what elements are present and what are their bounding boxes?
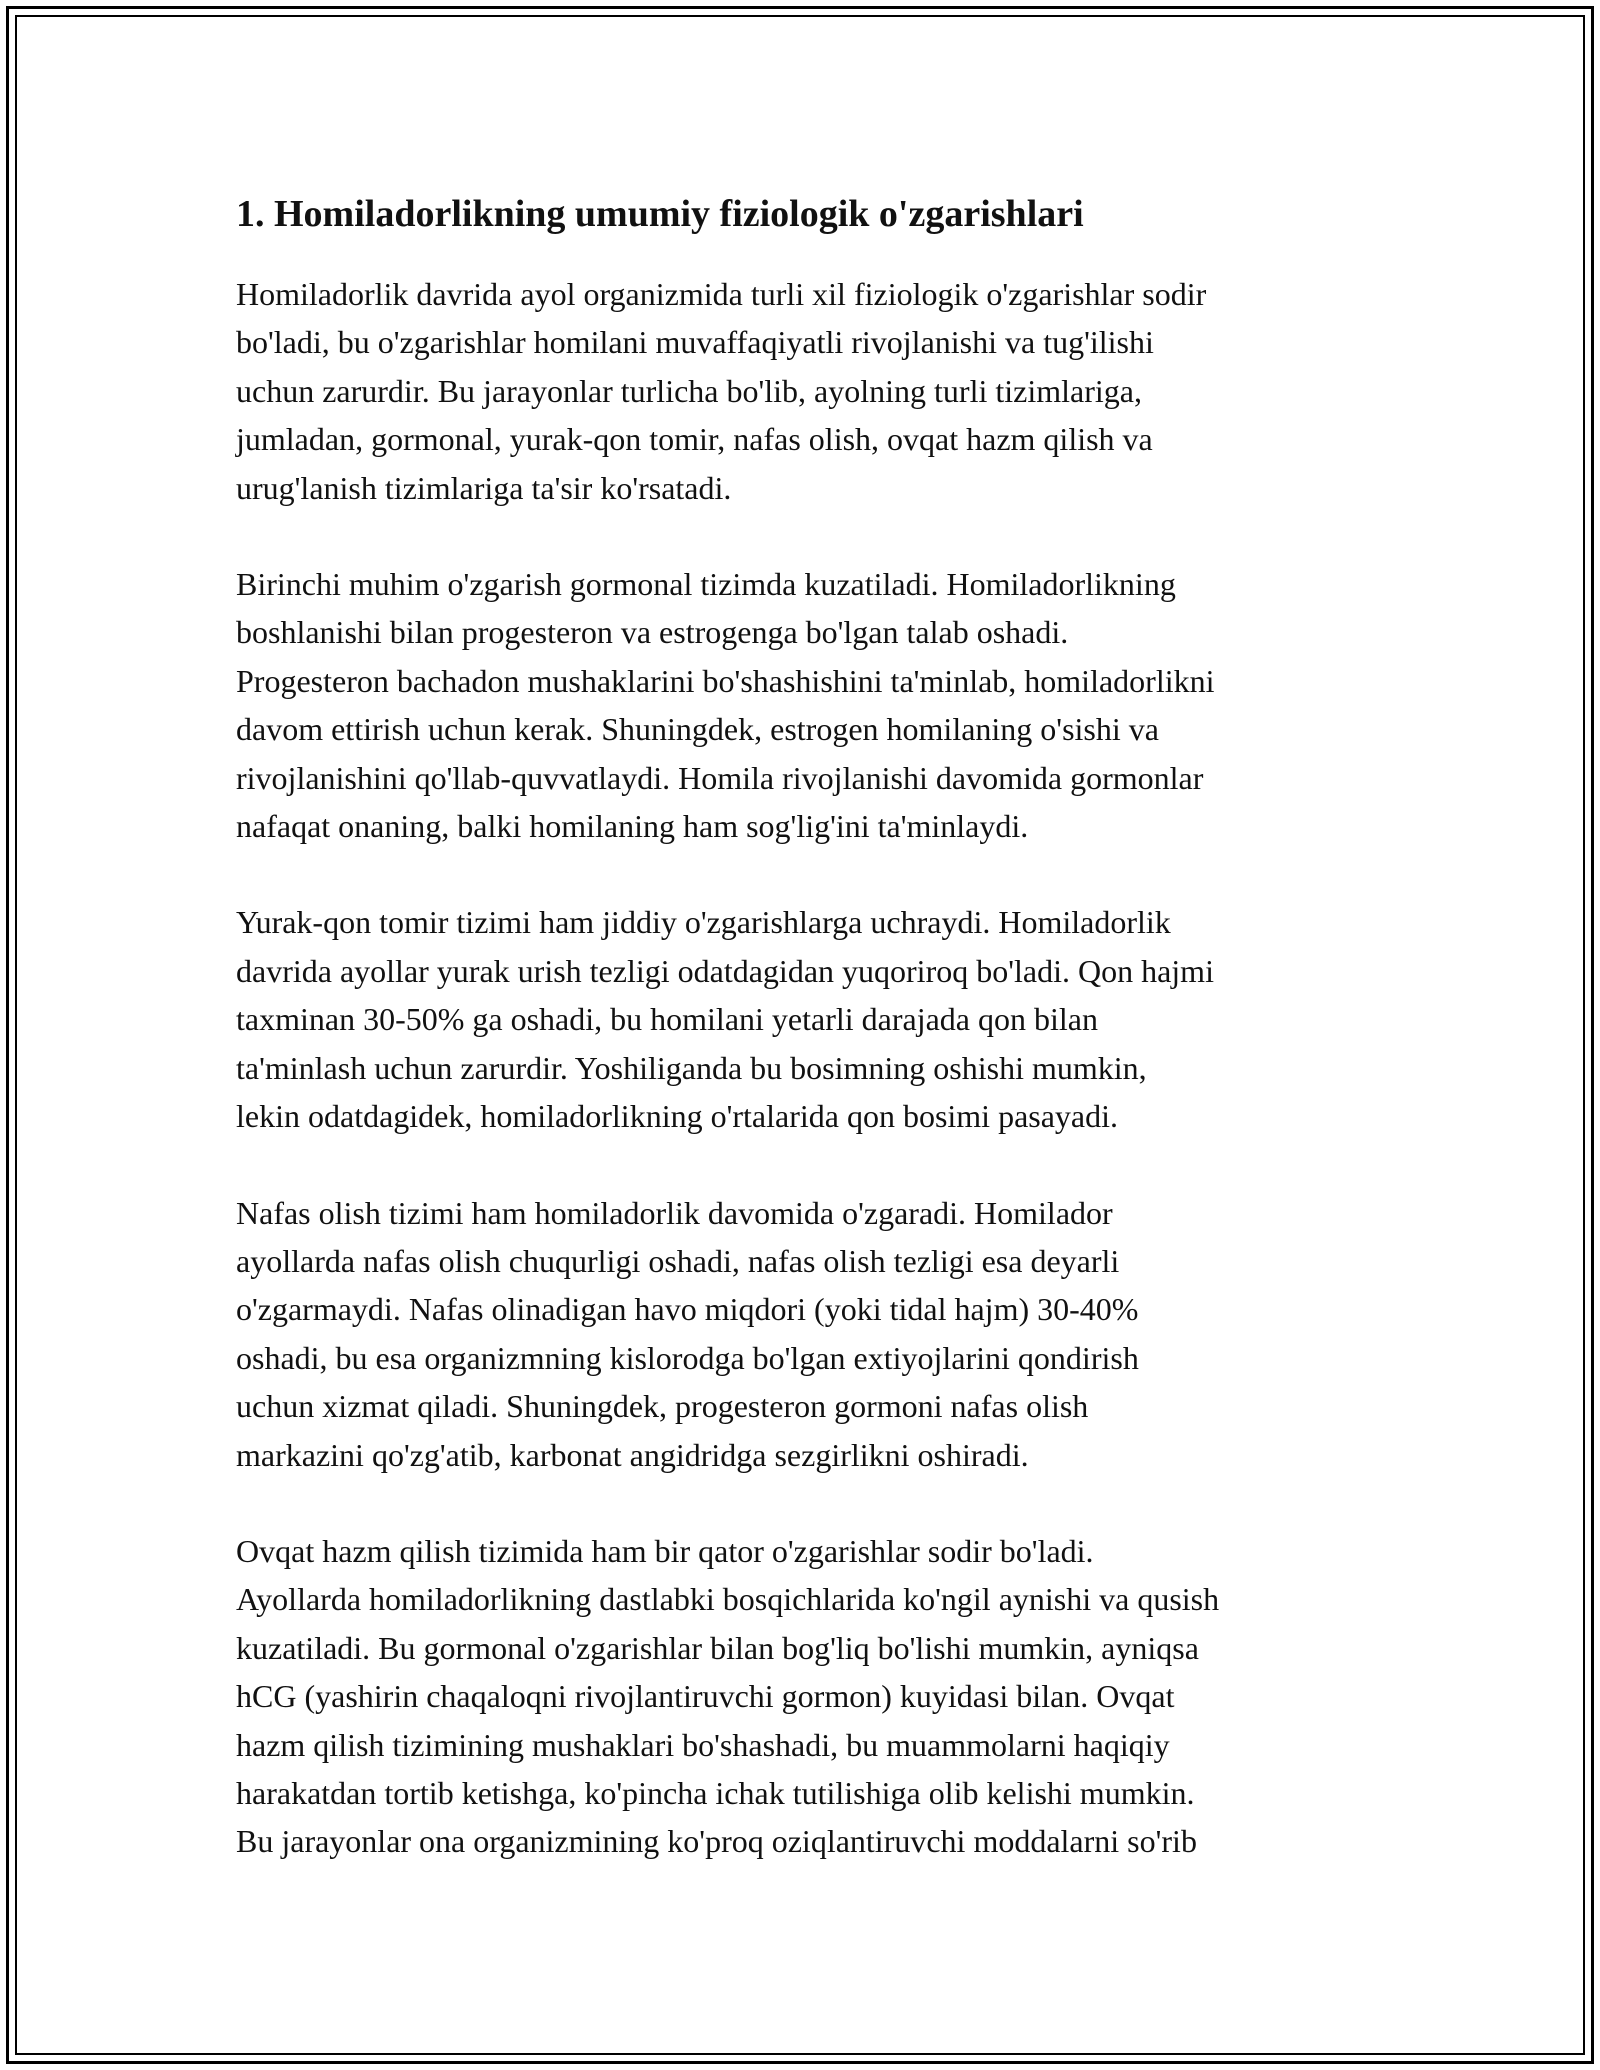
- text-line: harakatdan tortib ketishga, ko'pincha ichak tutilishiga olib kelishi mumkin.: [236, 1774, 1195, 1811]
- text-line: davom ettirish uchun kerak. Shuningdek, estrogen homilaning o'sishi va: [236, 711, 1159, 748]
- text-line: lekin odatdagidek, homiladorlikning o'rtalarida qon bosimi pasayadi.: [236, 1098, 1119, 1135]
- text-line: ayollarda nafas olish chuqurligi oshadi, nafas olish tezligi esa deyarli: [236, 1242, 1120, 1279]
- text-line: nafaqat onaning, balki homilaning ham sog'lig'ini ta'minlaydi.: [236, 808, 1029, 845]
- text-line: kuzatiladi. Bu gormonal o'zgarishlar bilan bog'liq bo'lishi mumkin, ayniqsa: [236, 1629, 1199, 1666]
- document-body: [236, 186, 1376, 1914]
- text-line: Progesteron bachadon mushaklarini bo'shashishini ta'minlab, homiladorlikni: [236, 662, 1215, 699]
- text-line: hCG (yashirin chaqaloqni rivojlantiruvchi gormon) kuyidasi bilan. Ovqat: [236, 1678, 1175, 1715]
- paragraph-intro: [236, 270, 1376, 512]
- text-line: uchun zarurdir. Bu jarayonlar turlicha bo'lib, ayolning turli tizimlariga,: [236, 372, 1142, 409]
- text-line: ta'minlash uchun zarurdir. Yoshiliganda bu bosimning oshishi mumkin,: [236, 1049, 1147, 1086]
- text-line: Birinchi muhim o'zgarish gormonal tizimda kuzatiladi. Homiladorlikning: [236, 566, 1176, 603]
- text-line: Yurak-qon tomir tizimi ham jiddiy o'zgarishlarga uchraydi. Homiladorlik: [236, 904, 1171, 941]
- text-line: oshadi, bu esa organizmning kislorodga bo'lgan extiyojlarini qondirish: [236, 1339, 1139, 1376]
- text-line: davrida ayollar yurak urish tezligi odatdagidan yuqoriroq bo'ladi. Qon hajmi: [236, 952, 1214, 989]
- text-line: o'zgarmaydi. Nafas olinadigan havo miqdori (yoki tidal hajm) 30-40%: [236, 1291, 1139, 1328]
- text-line: Ayollarda homiladorlikning dastlabki bosqichlarida ko'ngil aynishi va qusish: [236, 1581, 1220, 1618]
- paragraph-respiratory: [236, 1189, 1376, 1479]
- paragraph-hormonal: [236, 560, 1376, 850]
- section-heading: 1. Homiladorlikning umumiy fiziologik o'zgarishlari: [236, 193, 1084, 235]
- text-line: Ovqat hazm qilish tizimida ham bir qator o'zgarishlar sodir bo'ladi.: [236, 1532, 1094, 1569]
- text-line: rivojlanishini qo'llab-quvvatlaydi. Homila rivojlanishi davomida gormonlar: [236, 759, 1204, 796]
- text-line: bo'ladi, bu o'zgarishlar homilani muvaffaqiyatli rivojlanishi va tug'ilishi: [236, 324, 1154, 361]
- text-line: jumladan, gormonal, yurak-qon tomir, nafas olish, ovqat hazm qilish va: [236, 421, 1153, 458]
- text-line: Homiladorlik davrida ayol organizmida turli xil fiziologik o'zgarishlar sodir: [236, 276, 1207, 312]
- text-line: markazini qo'zg'atib, karbonat angidridga sezgirlikni oshiradi.: [236, 1436, 1029, 1473]
- text-line: Bu jarayonlar ona organizmining ko'proq oziqlantiruvchi moddalarni so'rib: [236, 1823, 1197, 1860]
- paragraph-digestive: [236, 1527, 1376, 1866]
- text-line: Nafas olish tizimi ham homiladorlik davomida o'zgaradi. Homilador: [236, 1194, 1113, 1231]
- text-line: boshlanishi bilan progesteron va estrogenga bo'lgan talab oshadi.: [236, 614, 1069, 651]
- text-line: taxminan 30-50% ga oshadi, bu homilani yetarli darajada qon bilan: [236, 1001, 1098, 1038]
- paragraph-cardiovascular: [236, 898, 1376, 1140]
- text-line: uchun xizmat qiladi. Shuningdek, progesteron gormoni nafas olish: [236, 1388, 1089, 1425]
- text-line: hazm qilish tizimining mushaklari bo'shashadi, bu muammolarni haqiqiy: [236, 1726, 1170, 1763]
- text-line: urug'lanish tizimlariga ta'sir ko'rsatadi.: [236, 469, 732, 506]
